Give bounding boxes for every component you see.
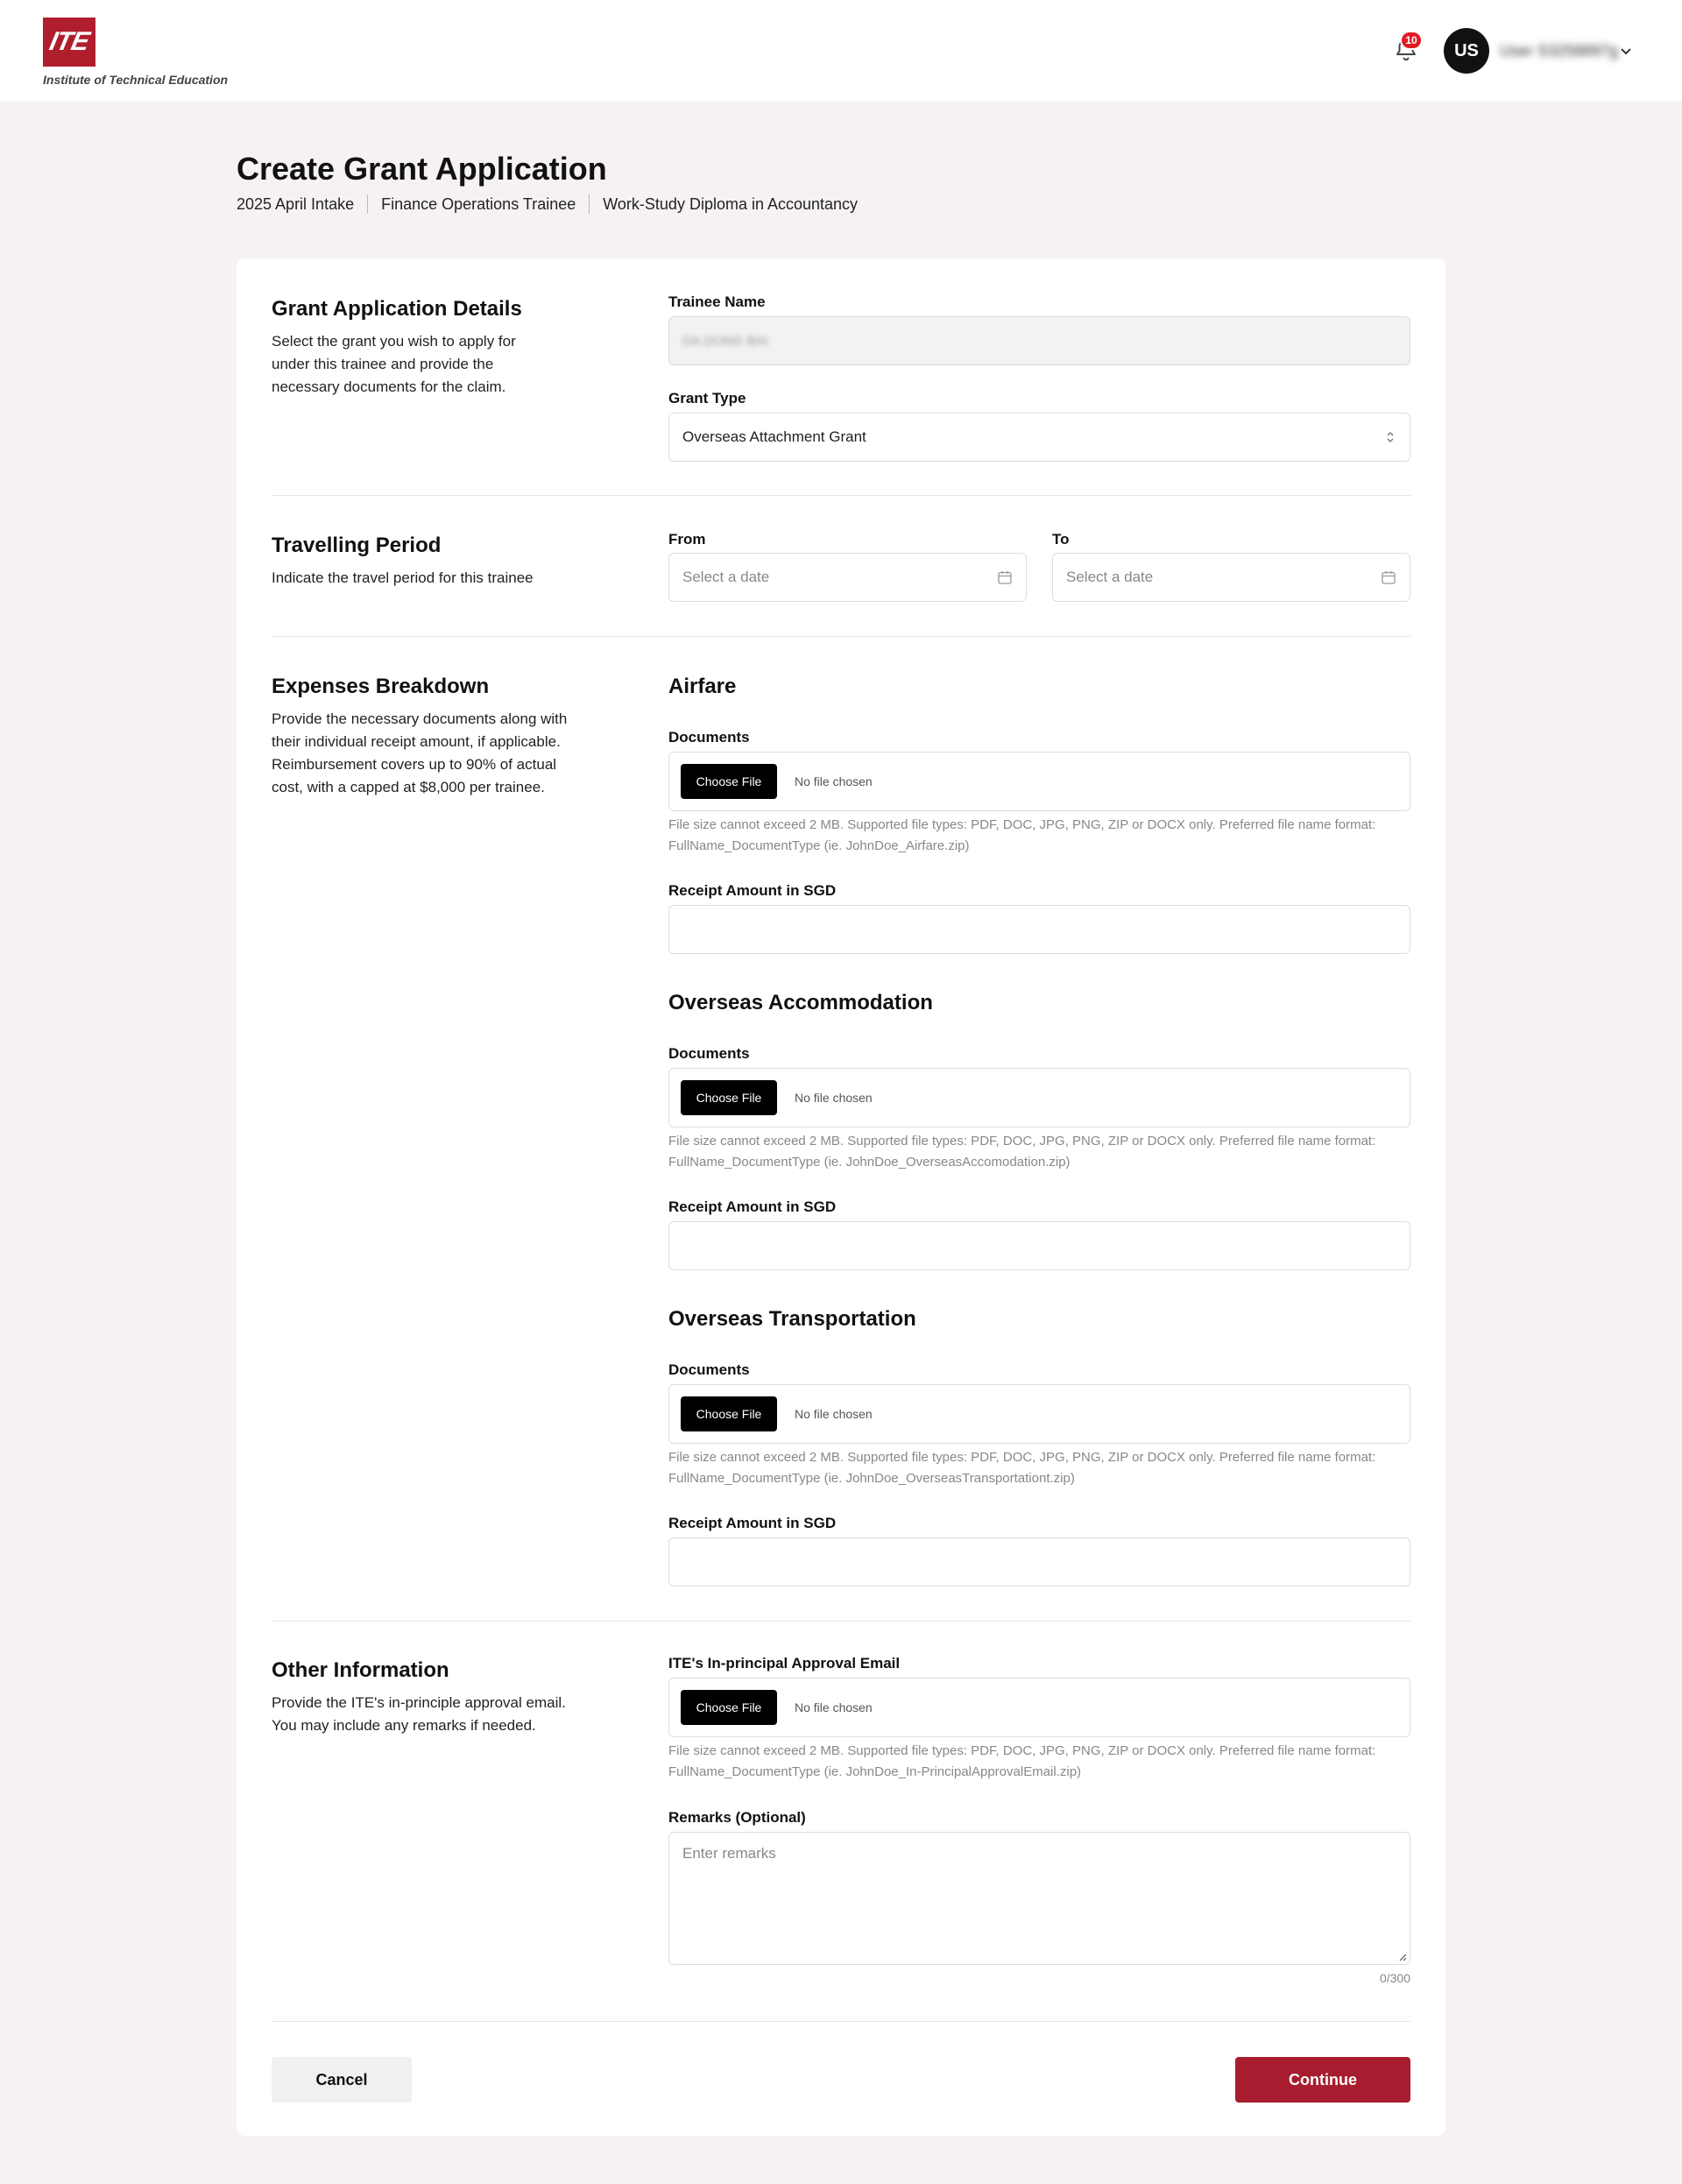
divider: [589, 194, 590, 214]
airfare-receipt-label: Receipt Amount in SGD: [668, 882, 837, 899]
accommodation-receipt-input[interactable]: [668, 1221, 1410, 1270]
to-date-placeholder: Select a date: [1066, 569, 1154, 585]
chevron-down-icon[interactable]: [1619, 44, 1633, 58]
help-line: FullName_DocumentType (ie. JohnDoe_In-PrincipalApprovalEmail.zip): [668, 1764, 1082, 1779]
section-desc-grant-details: Select the grant you wish to apply for under this trainee and provide the necessary documents for the claim.: [272, 333, 516, 395]
transportation-file-input[interactable]: [668, 1384, 1410, 1444]
ite-logo-mark: ITE: [43, 18, 95, 67]
from-label: From: [668, 531, 706, 548]
transportation-file-help: [668, 1447, 1422, 1489]
breadcrumb: [237, 194, 858, 214]
section-desc-expenses: Provide the necessary documents along with their individual receipt amount, if applicable. Reimbursement covers up to 90% of actual cost, with a capped at $8,000 per trainee.: [272, 710, 568, 795]
transportation-documents-label: Documents: [668, 1361, 750, 1378]
section-divider: [272, 1621, 1410, 1622]
grant-type-select[interactable]: [668, 413, 1410, 462]
from-date-input[interactable]: [668, 553, 1027, 602]
trainee-name-field: [668, 316, 1410, 365]
remarks-textarea[interactable]: [668, 1832, 1410, 1965]
help-line: FullName_DocumentType (ie. JohnDoe_OverseasTransportationt.zip): [668, 1471, 1075, 1486]
no-file-text: No file chosen: [795, 774, 873, 788]
trainee-name-value: DA DONG BAI: [682, 333, 768, 349]
calendar-icon[interactable]: [1381, 569, 1396, 585]
accommodation-file-help: [668, 1131, 1422, 1173]
course-label: Work-Study Diploma in Accountancy: [603, 194, 859, 213]
divider: [367, 194, 368, 214]
logo-tagline: Institute of Technical Education: [43, 73, 229, 87]
to-date-input[interactable]: [1052, 553, 1410, 602]
help-line: FullName_DocumentType (ie. JohnDoe_Airfare.zip): [668, 838, 970, 853]
accommodation-documents-label: Documents: [668, 1045, 750, 1062]
section-divider: [272, 2021, 1410, 2022]
role-label: Finance Operations Trainee: [381, 194, 576, 213]
section-desc-other: Provide the ITE's in-principle approval email. You may include any remarks if needed.: [272, 1694, 566, 1734]
trainee-name-label: Trainee Name: [668, 293, 766, 310]
choose-file-button[interactable]: Choose File: [681, 764, 777, 799]
grant-type-label: Grant Type: [668, 390, 746, 406]
airfare-file-input[interactable]: [668, 752, 1410, 811]
calendar-icon[interactable]: [997, 569, 1013, 585]
top-bar: [0, 0, 1682, 102]
from-date-placeholder: Select a date: [682, 569, 770, 585]
help-line: File size cannot exceed 2 MB. Supported file types: PDF, DOC, JPG, PNG, ZIP or DOCX only. Preferred file name format:: [668, 1134, 1376, 1149]
help-line: FullName_DocumentType (ie. JohnDoe_OverseasAccomodation.zip): [668, 1155, 1071, 1170]
cancel-button[interactable]: Cancel: [272, 2057, 412, 2103]
continue-button[interactable]: Continue: [1235, 2057, 1410, 2103]
section-divider: [272, 636, 1410, 637]
accommodation-receipt-label: Receipt Amount in SGD: [668, 1198, 837, 1215]
username[interactable]: User S3258897g: [1500, 42, 1619, 60]
help-line: File size cannot exceed 2 MB. Supported file types: PDF, DOC, JPG, PNG, ZIP or DOCX only. Preferred file name format:: [668, 817, 1376, 832]
select-arrows-icon: [1384, 429, 1396, 445]
approval-email-file-input[interactable]: [668, 1678, 1410, 1737]
transportation-receipt-label: Receipt Amount in SGD: [668, 1515, 837, 1531]
remarks-counter: 0/300: [1379, 1971, 1410, 1985]
approval-file-help: [668, 1741, 1422, 1783]
approval-email-label: ITE's In-principal Approval Email: [668, 1655, 901, 1672]
to-label: To: [1052, 531, 1070, 548]
grant-type-value: Overseas Attachment Grant: [682, 428, 866, 445]
airfare-title: Airfare: [668, 675, 737, 698]
accommodation-title: Overseas Accommodation: [668, 991, 933, 1014]
section-desc-travel: Indicate the travel period for this trainee: [272, 569, 534, 586]
section-title-other: Other Information: [272, 1658, 449, 1682]
help-line: File size cannot exceed 2 MB. Supported file types: PDF, DOC, JPG, PNG, ZIP or DOCX only. Preferred file name format:: [668, 1450, 1376, 1465]
section-title-expenses: Expenses Breakdown: [272, 675, 490, 698]
no-file-text: No file chosen: [795, 1700, 873, 1714]
choose-file-button[interactable]: Choose File: [681, 1396, 777, 1431]
no-file-text: No file chosen: [795, 1091, 873, 1105]
section-divider: [272, 495, 1410, 496]
avatar[interactable]: US: [1444, 28, 1489, 74]
section-title-grant-details: Grant Application Details: [272, 297, 522, 321]
help-line: File size cannot exceed 2 MB. Supported file types: PDF, DOC, JPG, PNG, ZIP or DOCX only. Preferred file name format:: [668, 1743, 1376, 1758]
page-title: Create Grant Application: [237, 151, 607, 187]
grant-form-card: [237, 258, 1445, 2136]
remarks-label: Remarks (Optional): [668, 1809, 806, 1826]
choose-file-button[interactable]: Choose File: [681, 1080, 777, 1115]
remarks-placeholder: Enter remarks: [682, 1845, 776, 1862]
intake-label: 2025 April Intake: [237, 194, 355, 213]
airfare-documents-label: Documents: [668, 729, 750, 746]
accommodation-file-input[interactable]: [668, 1068, 1410, 1127]
airfare-receipt-input[interactable]: [668, 905, 1410, 954]
ite-logo[interactable]: [43, 18, 253, 88]
section-title-travel: Travelling Period: [272, 534, 442, 557]
transportation-receipt-input[interactable]: [668, 1537, 1410, 1587]
resize-handle-icon[interactable]: [1396, 1951, 1407, 1961]
notification-badge: 10: [1400, 31, 1423, 50]
no-file-text: No file chosen: [795, 1407, 873, 1421]
airfare-file-help: [668, 815, 1422, 857]
transportation-title: Overseas Transportation: [668, 1307, 916, 1331]
choose-file-button[interactable]: Choose File: [681, 1690, 777, 1725]
